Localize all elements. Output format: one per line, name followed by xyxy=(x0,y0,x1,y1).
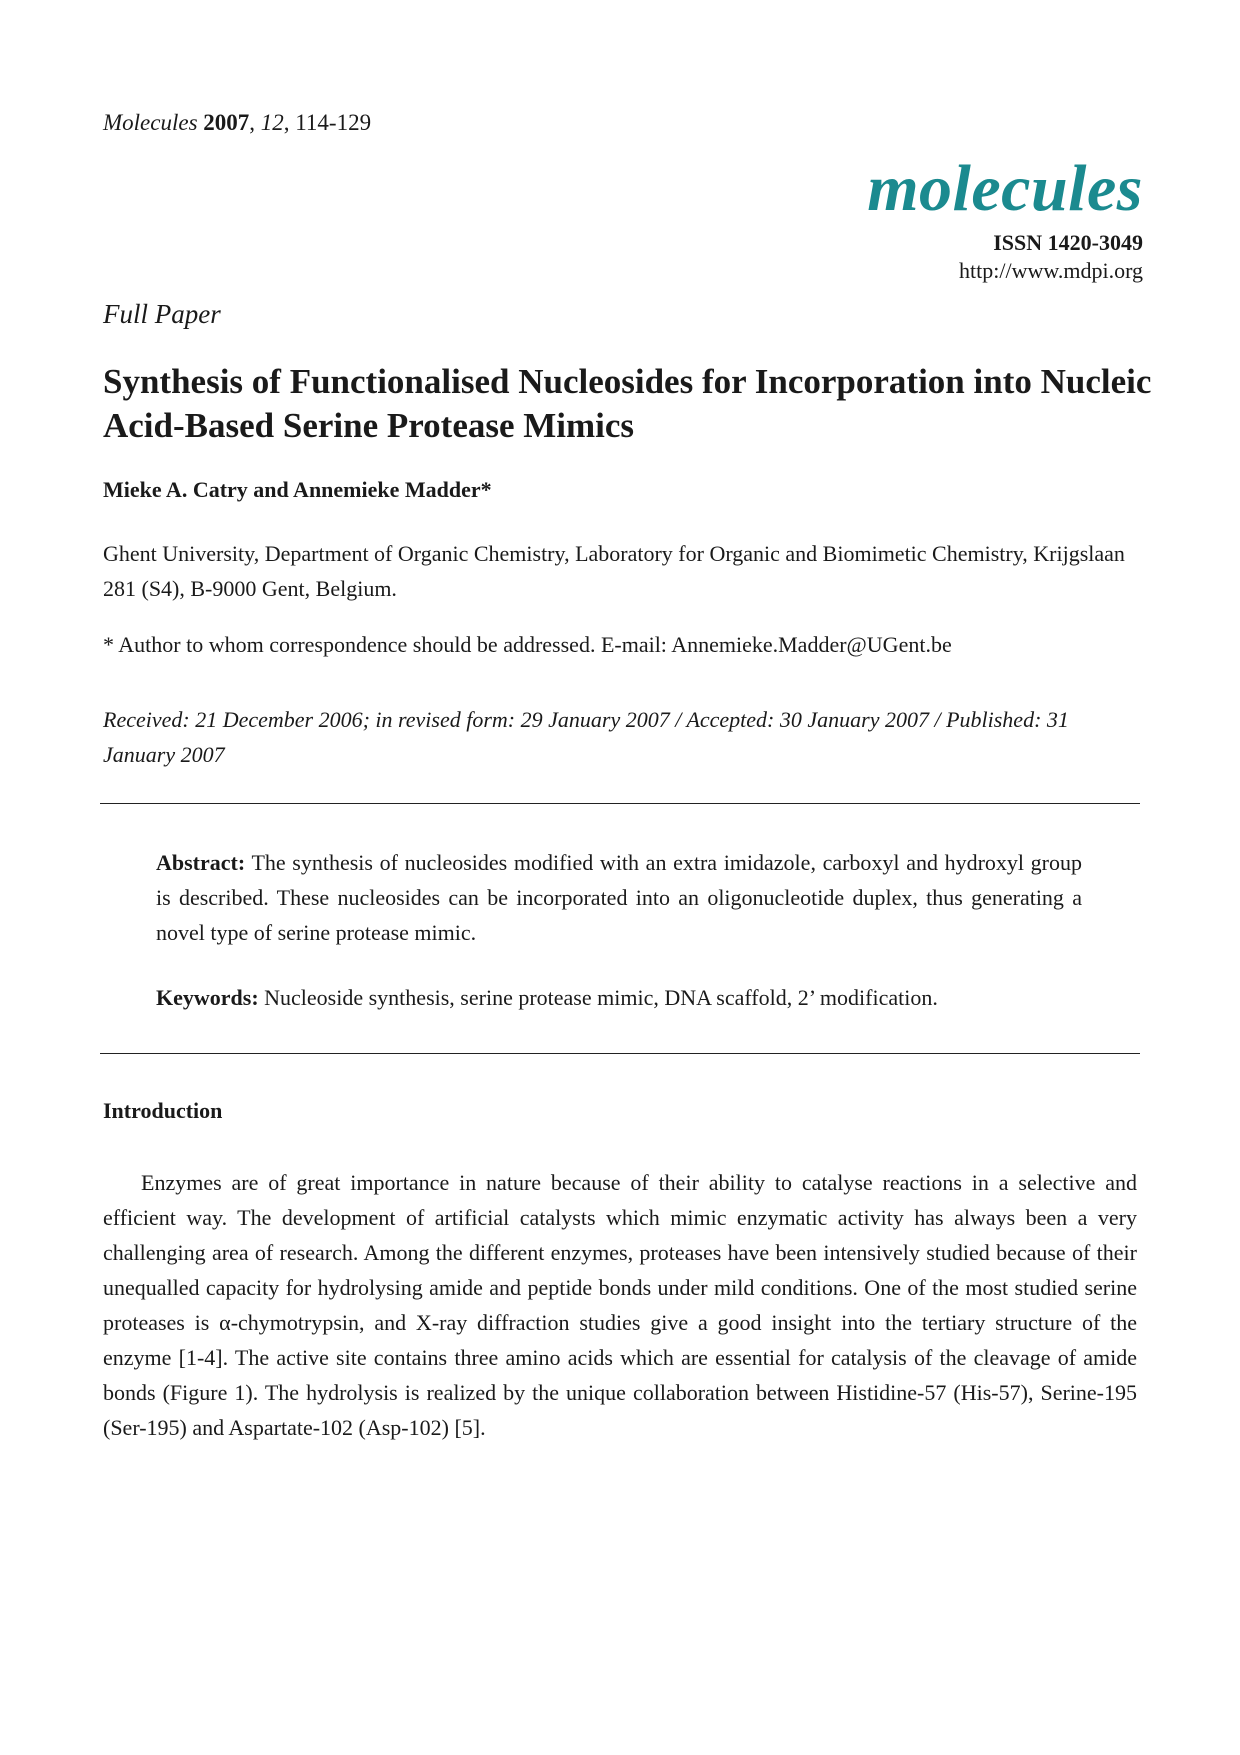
keywords-text: Nucleoside synthesis, serine protease mimic, DNA scaffold, 2’ modification. xyxy=(264,985,938,1010)
journal-logo: molecules xyxy=(867,152,1143,225)
section-heading-introduction: Introduction xyxy=(103,1098,223,1123)
affiliation: Ghent University, Department of Organic Chemistry, Laboratory for Organic and Biomimetic Chemistry, Krijgslaan 281 (S4), B-9000 Gent, Belgium. xyxy=(103,541,1125,601)
abstract xyxy=(156,845,1082,950)
publication-dates: Received: 21 December 2006; in revised form: 29 January 2007 / Accepted: 30 January 2007 / Published: 31 January 2007 xyxy=(103,707,1069,767)
abstract-text: The synthesis of nucleosides modified with an extra imidazole, carboxyl and hydroxyl group is described. These nucleosides can be incorporated into an oligonucleotide duplex, thus generating a novel type of serine protease mimic. xyxy=(156,850,1082,945)
citation-sep: , xyxy=(249,110,261,135)
citation-year: 2007 xyxy=(203,110,250,135)
citation-pages: , 114-129 xyxy=(283,110,372,135)
journal-masthead xyxy=(867,152,1143,286)
introduction-paragraph: Enzymes are of great importance in nature because of their ability to catalyse reactions in a selective and efficient way. The development of artificial catalysts which mimic enzymatic activity has always been a very challenging area of research. Among the different enzymes, proteases have been intensively studied because of their unequalled capacity for hydrolysing amide and peptide bonds under mild conditions. One of the most studied serine proteases is α-chymotrypsin, and X-ray diffraction studies give a good insight into the tertiary structure of the enzyme [1-4]. The active site contains three amino acids which are essential for catalysis of the cleavage of amide bonds (Figure 1). The hydrolysis is realized by the unique collaboration between Histidine-57 (His-57), Serine-195 (Ser-195) and Aspartate-102 (Asp-102) [5]. xyxy=(103,1170,1137,1440)
keywords-label: Keywords: xyxy=(156,985,259,1010)
correspondence-note: * Author to whom correspondence should be addressed. E-mail: Annemieke.Madder@UGent.be xyxy=(103,632,952,657)
journal-issn: ISSN 1420-3049 xyxy=(993,230,1143,255)
citation-volume: 12 xyxy=(260,110,284,135)
divider-bottom xyxy=(100,1053,1140,1054)
divider-top xyxy=(100,803,1140,804)
article-type: Full Paper xyxy=(103,299,221,329)
paper-title: Synthesis of Functionalised Nucleosides for Incorporation into Nucleic Acid-Based Serine Protease Mimics xyxy=(103,362,1152,445)
citation-journal: Molecules xyxy=(103,110,198,135)
introduction-body xyxy=(103,1165,1137,1445)
author-list: Mieke A. Catry and Annemieke Madder* xyxy=(103,477,492,502)
journal-url[interactable]: http://www.mdpi.org xyxy=(959,258,1143,283)
citation-line xyxy=(103,110,371,136)
abstract-label: Abstract: xyxy=(156,850,246,875)
keywords xyxy=(156,985,1136,1011)
